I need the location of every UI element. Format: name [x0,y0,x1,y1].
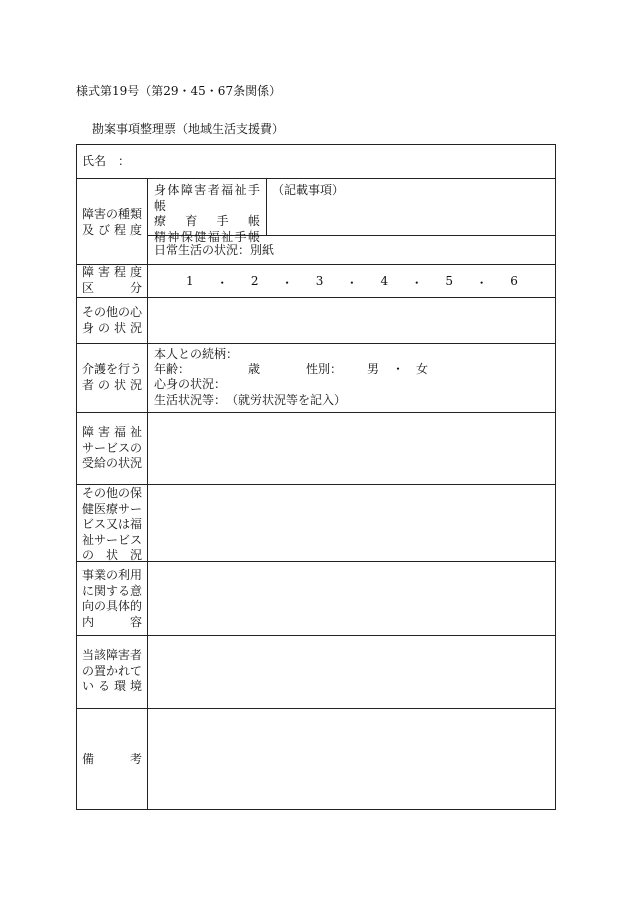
row-divider [76,635,556,636]
welfare-services-label: 障 害 福 祉 サービスの 受給の状況 [82,425,143,470]
separator: ・ [410,276,423,290]
separator: ・ [345,276,358,290]
notebook-types [154,183,260,245]
notes-label: （記載事項） [272,183,345,197]
name-label: 氏名 ： [82,154,131,168]
age-unit: 歳 [248,362,261,376]
row-divider [76,343,556,344]
caregiver-label: 介護を行う 者 の 状 況 [82,362,143,392]
relation-label: 本人との続柄： [154,347,239,361]
intention-label: 事業の利用 に関する意 向の具体的 内 容 [82,568,143,629]
separator: ・ [281,276,294,290]
row-divider [76,561,556,562]
sex-label: 性別： [306,362,343,376]
sex-male: 男 [367,362,380,376]
row-divider [76,412,556,413]
assessment-table [76,144,556,810]
grade-option: 1 [186,274,194,288]
column-divider [147,178,148,810]
form-number: 様式第19号（第29・45・67条関係） [76,84,282,98]
daily-life-label: 日常生活の状況：別紙 [154,243,275,257]
notebook-physical: 身体障害者福祉手帳 [154,183,260,213]
grade-option: 2 [250,274,259,288]
grade-option: 5 [445,274,454,288]
column-divider [266,178,267,235]
remarks-label: 備 考 [82,752,143,766]
row-divider [76,178,556,179]
grade-scale [186,274,518,291]
grade-option: 6 [510,274,518,288]
age-label: 年齢： [154,362,191,376]
grade-option: 4 [380,274,389,288]
mental-physical-label: 心身の状況： [154,377,227,391]
notebook-mental: 精神保健福祉手帳 [154,229,260,244]
living-status-label: 生活状況等： （就労状況等を記入） [154,393,347,407]
row-divider [76,297,556,298]
separator: ・ [216,276,229,290]
other-condition-label: その他の心 身 の 状 況 [82,305,143,335]
notebook-rehabilitation: 療 育 手 帳 [154,214,260,228]
environment-label: 当該障害者 の置かれて い る 環 境 [82,648,143,693]
row-divider [76,264,556,265]
separator: ・ [475,276,488,290]
form-title: 勘案事項整理票（地域生活支援費） [92,122,285,136]
grade-label: 障 害 程 度 区 分 [82,265,143,295]
separator: ・ [392,362,405,376]
row-divider [76,708,556,709]
sex-female: 女 [416,362,429,376]
row-divider [76,484,556,485]
grade-option: 3 [315,274,324,288]
other-services-label: その他の保 健医療サー ビス又は福 祉サービス の 状 況 [82,486,143,562]
disability-label: 障害の種類 及 び 程 度 [82,207,143,237]
